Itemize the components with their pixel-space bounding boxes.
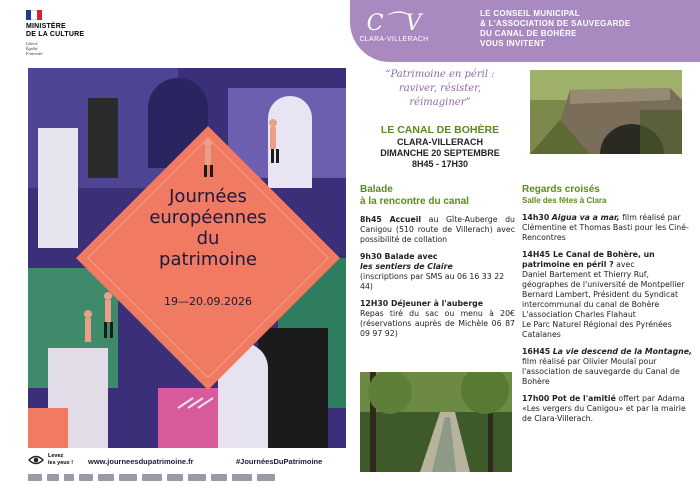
partner-logo [211,474,227,481]
event-date: DIMANCHE 20 SEPTEMBRE [380,148,500,158]
hashtag: #JournéesDuPatrimoine [236,457,323,466]
heritage-days-poster [28,68,346,448]
balade-heading: Balade à la rencontre du canal [360,184,469,207]
logo-mark: C⌒V [366,11,422,36]
regards-item: 14H45 Le Canal de Bohère, un patrimoine en péril ? avec Daniel Bartement et Thierry Ruf, géographes de l'université de Montpellier Bernard Lambert, Président du Syndicat intercommunal du canal de Bohère L'association Charles Flahaut Le Parc Naturel Régional des Pyrénées Catalanes [522,250,685,339]
website-link[interactable]: www.journeesdupatrimoine.fr [88,457,194,466]
partner-logo [28,474,42,481]
poster-title: Journées européennes du patrimoine [149,186,267,270]
slogan: “Patrimoine en péril : raviver, résister, réimaginer” [385,69,495,108]
regards-item: 16H45 La vie descend de la Montagne, film réalisé par Olivier Moulaï pour l'association de sauvegarde du Canal de Bohère [522,347,692,386]
balade-item: 8h45 Accueil au Gîte-Auberge du Canigou (510 route de Villerach) avec possibilité de collation [360,215,515,244]
partner-logos [28,474,275,481]
levez-les-yeux: Levez les yeux ! [48,453,74,466]
canal-path-photo [360,372,512,472]
event-hours: 8H45 - 17H30 [411,159,469,169]
event-place: CLARA-VILLERACH [397,137,483,147]
regards-heading: Regards croisés [522,184,600,195]
balade-item: 12H30 Déjeuner à l'auberge Repas tiré du sac ou menu à 20€ (réservations auprès de Michèle 06 87 09 97 92) [360,299,515,338]
partner-logo [257,474,275,481]
regards-item: 17h00 Pot de l'amitié offert par Adama «Les vergers du Canigou» et par la mairie de Clara-Villerach. [522,394,686,423]
balade-section [360,184,515,339]
french-flag-icon [26,10,42,20]
poster-dates: 19—20.09.2026 [164,295,252,308]
partner-logo [64,474,74,481]
header-banner [350,0,700,62]
partner-logo [167,474,183,481]
regards-subheading: Salle des fêtes à Clara [522,196,607,205]
poster-footer [28,450,348,490]
partner-logo [79,474,93,481]
stone-bridge-photo [530,70,682,154]
event-canal-title: LE CANAL DE BOHÈRE [380,124,500,136]
partner-logo [142,474,162,481]
clara-villerach-logo [358,11,430,44]
partner-logo [47,474,59,481]
invitation-text: LE CONSEIL MUNICIPAL & L'ASSOCIATION DE SAUVEGARDE DU CANAL DE BOHÈRE VOUS INVITENT [480,9,631,48]
partner-logo [119,474,137,481]
balade-item: 9h30 Balade avec les sentiers de Claire (inscriptions par SMS au 06 16 33 22 44) [360,252,505,291]
ministry-logo [26,10,106,56]
regards-item: 14h30 Aigua va a mar, film réalisé par Clémentine et Thomas Basti pour les Ciné-Rencontres [522,213,689,242]
ministry-title: MINISTÈRE DE LA CULTURE [26,23,85,38]
partner-logo [98,474,114,481]
event-title-block [360,124,520,170]
partner-logo [232,474,252,481]
eye-icon [28,453,44,467]
ministry-motto: Liberté Égalité Fraternité [26,41,43,56]
partner-logo [188,474,206,481]
logo-name: CLARA-VILLERACH [359,36,429,43]
regards-croises-section [522,184,692,424]
